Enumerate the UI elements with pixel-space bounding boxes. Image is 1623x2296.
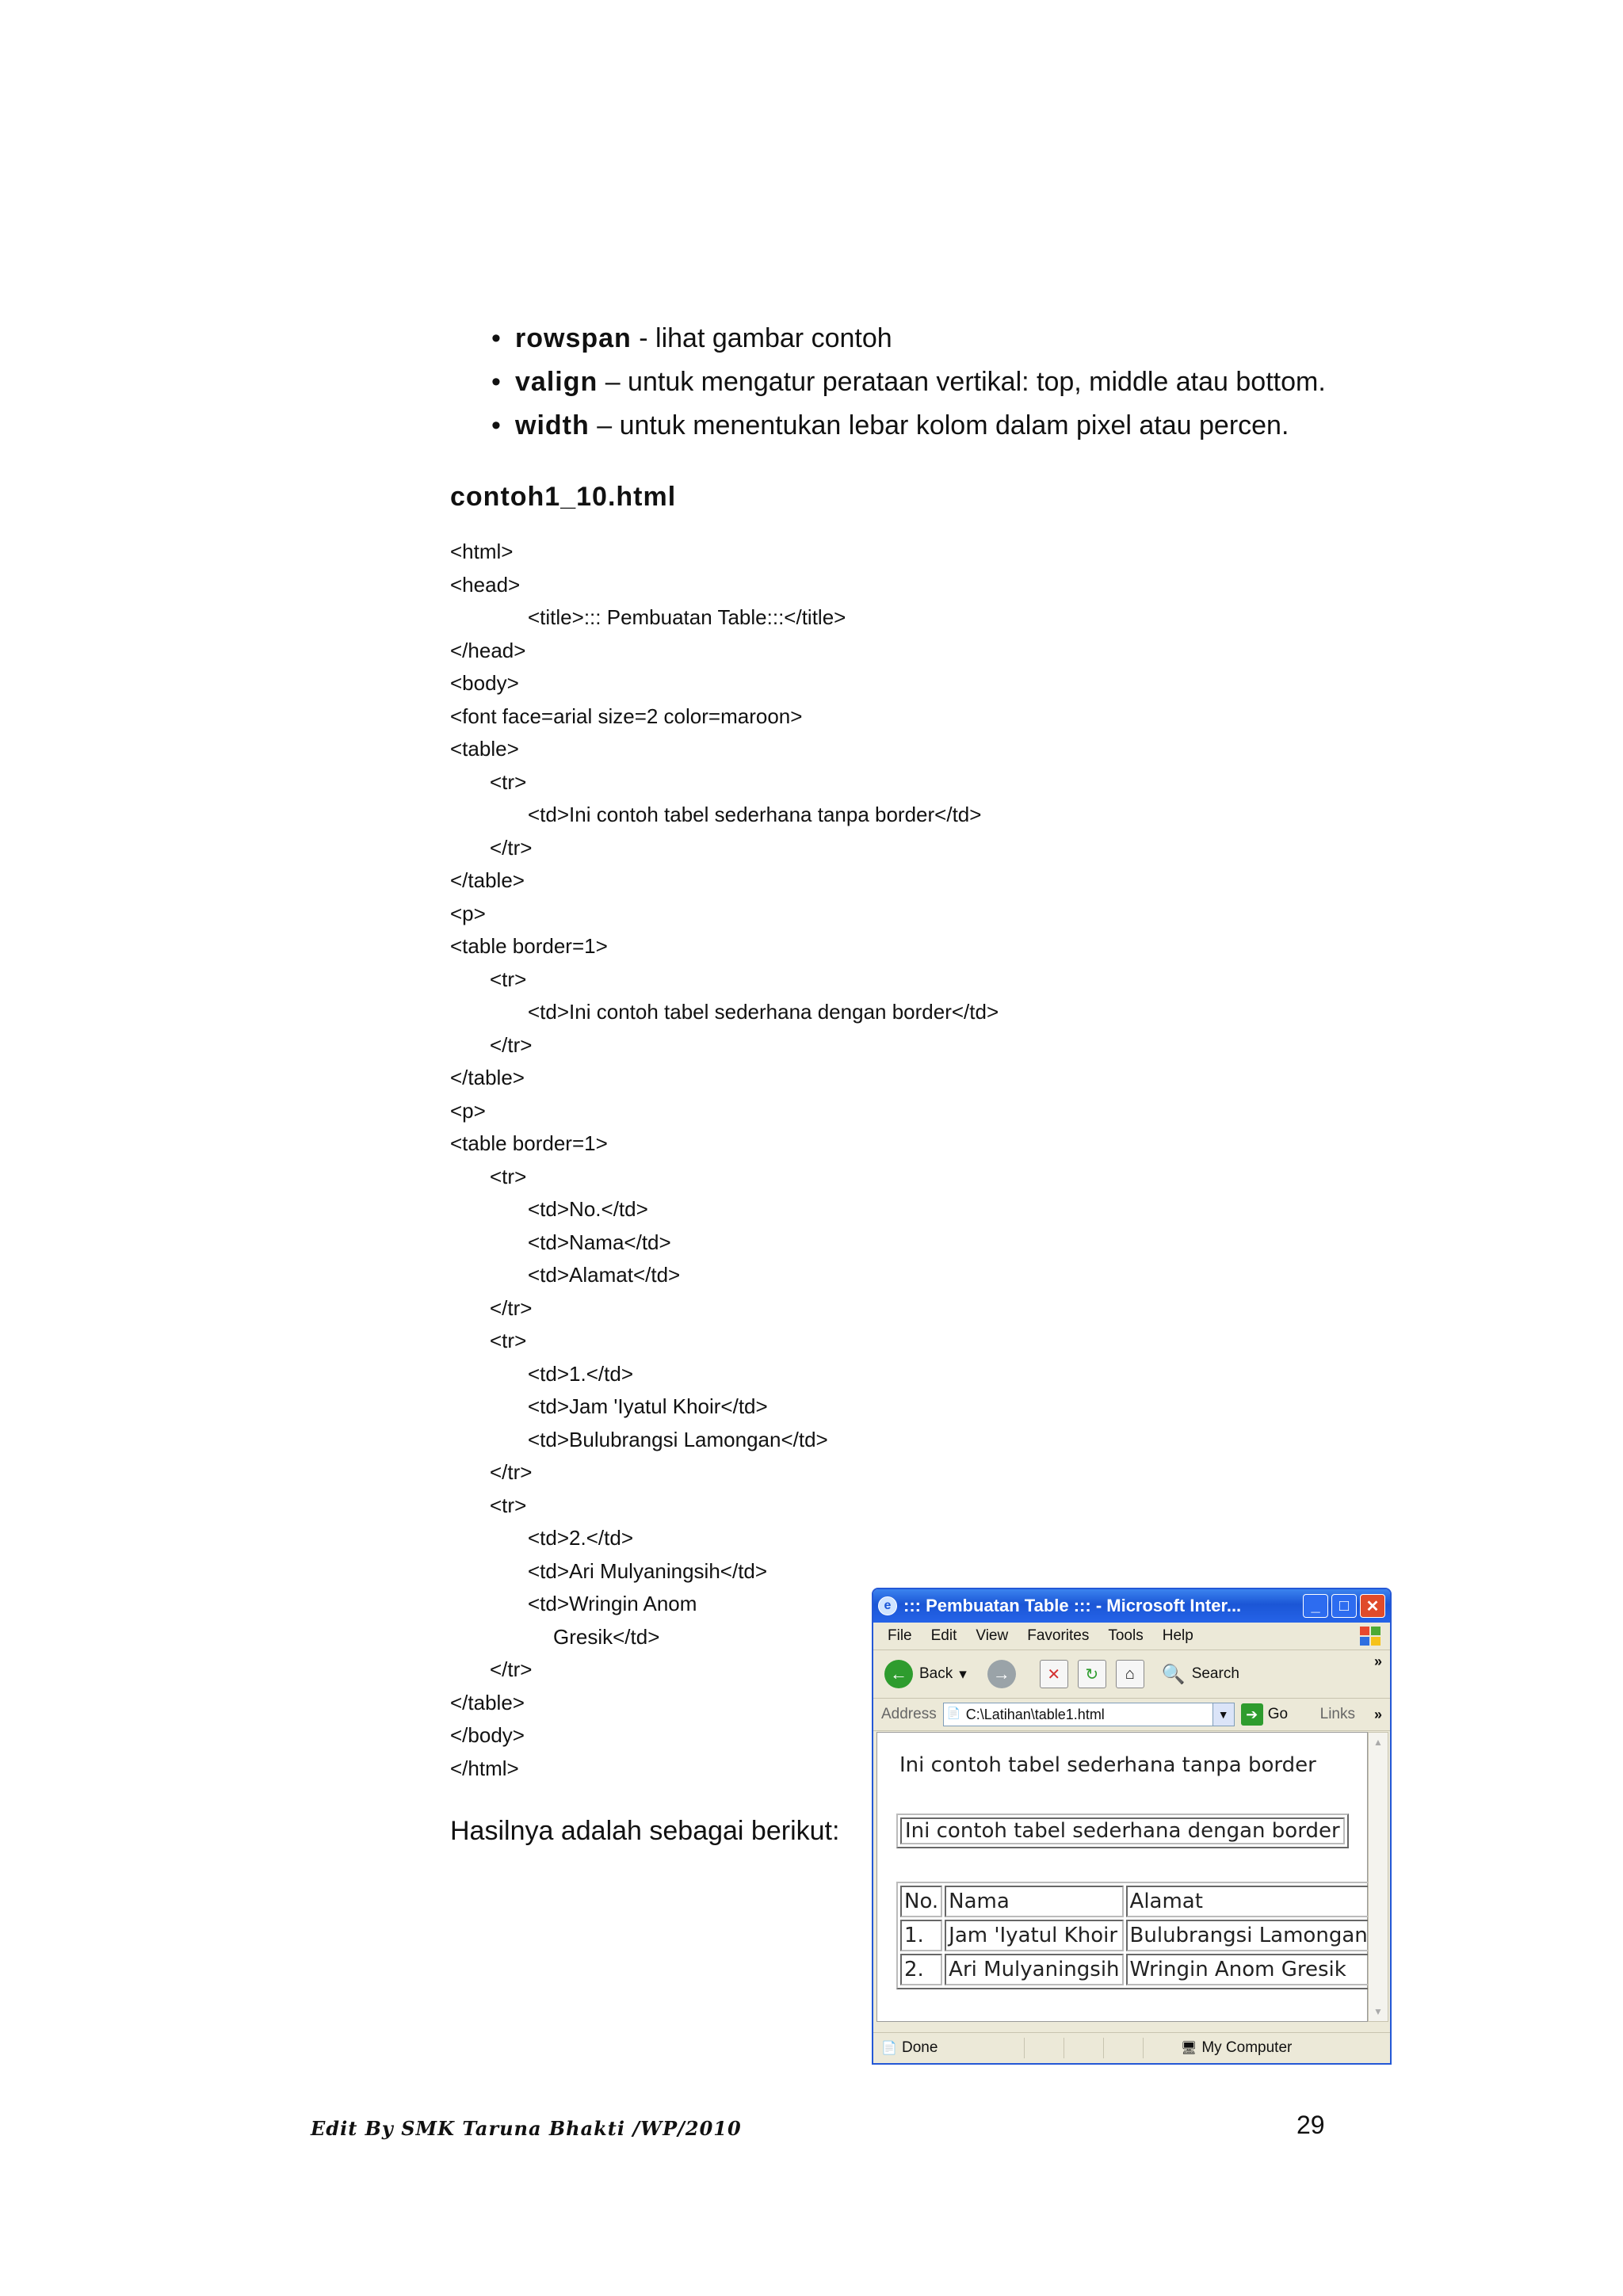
code-line: </tr> [490, 1032, 533, 1057]
table-cell: Jam 'Iyatul Khoir [945, 1920, 1123, 1951]
ie-browser-window [872, 1588, 1392, 2065]
ie-logo-icon: e [878, 1596, 897, 1615]
code-line: </tr> [490, 1295, 533, 1320]
menu-favorites[interactable]: Favorites [1027, 1627, 1090, 1644]
code-line: </html> [450, 1756, 519, 1780]
code-line: <html> [450, 540, 514, 563]
go-button-label[interactable]: Go [1267, 1706, 1289, 1722]
menu-tools[interactable]: Tools [1108, 1627, 1144, 1644]
menu-view[interactable]: View [976, 1627, 1009, 1644]
code-line: <table> [450, 737, 519, 761]
bullet-item [491, 404, 1326, 448]
back-arrow-icon[interactable]: ← [884, 1660, 913, 1688]
bullet-item [491, 317, 1326, 360]
code-line: <font face=arial size=2 color=maroon> [450, 704, 803, 728]
minimize-button[interactable]: _ [1303, 1594, 1328, 1618]
result-label: Hasilnya adalah sebagai berikut: [450, 1816, 840, 1846]
code-line: </tr> [490, 1657, 533, 1681]
page-done-icon: 📄 [881, 2042, 897, 2055]
code-line: <td>No.</td> [528, 1197, 648, 1221]
code-line: <td>Wringin Anom [528, 1592, 697, 1615]
search-button-label[interactable]: Search [1191, 1665, 1239, 1682]
code-line: <td>1.</td> [528, 1361, 634, 1386]
code-line: <tr> [490, 1164, 527, 1188]
code-line: </table> [450, 1690, 525, 1714]
bullet-dot: • [491, 323, 501, 353]
page-number: 29 [1296, 2111, 1325, 2139]
close-button[interactable]: ✕ [1360, 1594, 1385, 1618]
bullet-keyword: rowspan [515, 323, 632, 353]
table-cell: 2. [900, 1954, 942, 1985]
code-line: <table border=1> [450, 934, 608, 958]
address-input[interactable] [943, 1703, 1235, 1726]
code-line: <tr> [490, 967, 527, 991]
address-dropdown-icon[interactable]: ▼ [1212, 1703, 1234, 1726]
data-table [896, 1882, 1376, 1989]
windows-flag-icon [1358, 1625, 1382, 1647]
code-line: <tr> [490, 769, 527, 794]
code-line: <td>Bulubrangsi Lamongan</td> [528, 1427, 828, 1451]
code-line: </tr> [490, 835, 533, 860]
code-line: </table> [450, 1066, 525, 1089]
code-line: <td>Ini contoh tabel sederhana tanpa border</td> [528, 803, 982, 826]
code-line: <table border=1> [450, 1131, 608, 1155]
window-titlebar[interactable] [873, 1589, 1390, 1623]
code-line: <p> [450, 1098, 486, 1123]
bullet-dot: • [491, 410, 501, 441]
status-divider [1103, 2038, 1104, 2058]
address-value: C:\Latihan\table1.html [965, 1706, 1105, 1722]
table-row [900, 1954, 1372, 1985]
back-dropdown-icon[interactable]: ▾ [959, 1665, 967, 1683]
table-row [900, 1920, 1372, 1951]
plain-table-text: Ini contoh tabel sederhana tanpa border [899, 1753, 1316, 1777]
scroll-down-icon[interactable]: ▼ [1373, 2006, 1383, 2017]
file-title: contoh1_10.html [450, 482, 677, 512]
search-icon[interactable]: 🔍 [1161, 1663, 1186, 1685]
menu-edit[interactable]: Edit [930, 1627, 957, 1644]
table-row [900, 1886, 1372, 1917]
refresh-icon[interactable]: ↻ [1078, 1660, 1106, 1688]
window-title: ::: Pembuatan Table ::: - Microsoft Inter... [903, 1596, 1242, 1615]
code-line: <td>Alamat</td> [528, 1263, 681, 1287]
code-line: <p> [450, 901, 486, 925]
code-line: <tr> [490, 1329, 527, 1352]
bullet-item [491, 360, 1326, 404]
back-button-label[interactable]: Back [919, 1665, 953, 1682]
home-icon[interactable]: ⌂ [1116, 1660, 1144, 1688]
page-content-area [876, 1732, 1368, 2022]
code-line: <td>2.</td> [528, 1526, 634, 1550]
code-line: <head> [450, 572, 521, 597]
stop-icon[interactable]: ✕ [1040, 1660, 1068, 1688]
bullet-text: – untuk mengatur perataan vertikal: top, middle atau bottom. [598, 367, 1326, 397]
menu-bar [873, 1623, 1390, 1650]
code-line: <body> [450, 671, 519, 695]
bordered-table-cell: Ini contoh tabel sederhana dengan border [900, 1817, 1345, 1844]
table-cell: Nama [945, 1886, 1123, 1917]
table-cell: Bulubrangsi Lamongan [1126, 1920, 1372, 1951]
bullet-keyword: width [515, 410, 590, 441]
bullet-dot: • [491, 367, 501, 397]
code-line: <td>Ini contoh tabel sederhana dengan border</td> [528, 1000, 999, 1024]
footer-credit: Edit By SMK Taruna Bhakti /WP/2010 [311, 2117, 742, 2140]
code-line: <tr> [490, 1493, 527, 1517]
zone-text: My Computer [1201, 2039, 1293, 2056]
forward-arrow-icon[interactable]: → [987, 1660, 1016, 1688]
bullet-text: – untuk menentukan lebar kolom dalam pixel atau percen. [589, 410, 1289, 441]
links-label[interactable]: Links [1319, 1706, 1355, 1722]
status-text: Done [902, 2039, 938, 2056]
menu-file[interactable]: File [888, 1627, 912, 1644]
bullet-keyword: valign [515, 367, 598, 397]
status-divider [1024, 2038, 1025, 2058]
code-line: </head> [450, 638, 526, 662]
maximize-button[interactable]: □ [1331, 1594, 1357, 1618]
status-divider [1143, 2038, 1144, 2058]
menu-help[interactable]: Help [1162, 1627, 1193, 1644]
code-line: </body> [450, 1723, 525, 1747]
go-arrow-icon[interactable]: ➔ [1241, 1703, 1263, 1726]
standard-toolbar [873, 1650, 1390, 1699]
table-cell: 1. [900, 1920, 942, 1951]
table-cell: Alamat [1126, 1886, 1372, 1917]
code-line: </tr> [490, 1460, 533, 1484]
bullet-text: - lihat gambar contoh [631, 323, 892, 353]
address-label: Address [881, 1706, 937, 1722]
status-bar [873, 2032, 1390, 2063]
links-chevron-icon[interactable]: » [1373, 1706, 1382, 1722]
zone-indicator [1181, 2039, 1292, 2057]
bordered-single-table [896, 1814, 1349, 1848]
scroll-up-icon[interactable]: ▲ [1373, 1737, 1383, 1748]
table-cell: Wringin Anom Gresik [1126, 1954, 1372, 1985]
table-cell: Ari Mulyaningsih [945, 1954, 1123, 1985]
vertical-scrollbar[interactable] [1368, 1732, 1388, 2022]
code-line: Gresik</td> [553, 1624, 660, 1649]
code-line: <td>Nama</td> [528, 1230, 671, 1254]
table-cell: No. [900, 1886, 942, 1917]
address-bar [873, 1699, 1390, 1731]
code-line: <td>Jam 'Iyatul Khoir</td> [528, 1394, 768, 1418]
page-icon: 📄 [946, 1707, 961, 1719]
toolbar-chevron-icon[interactable]: » [1373, 1653, 1382, 1669]
attribute-bullet-list [491, 317, 1326, 448]
computer-icon: 🖥 [1181, 2042, 1197, 2055]
code-line: <title>::: Pembuatan Table:::</title> [528, 605, 846, 629]
code-line: <td>Ari Mulyaningsih</td> [528, 1558, 768, 1583]
code-line: </table> [450, 868, 525, 892]
